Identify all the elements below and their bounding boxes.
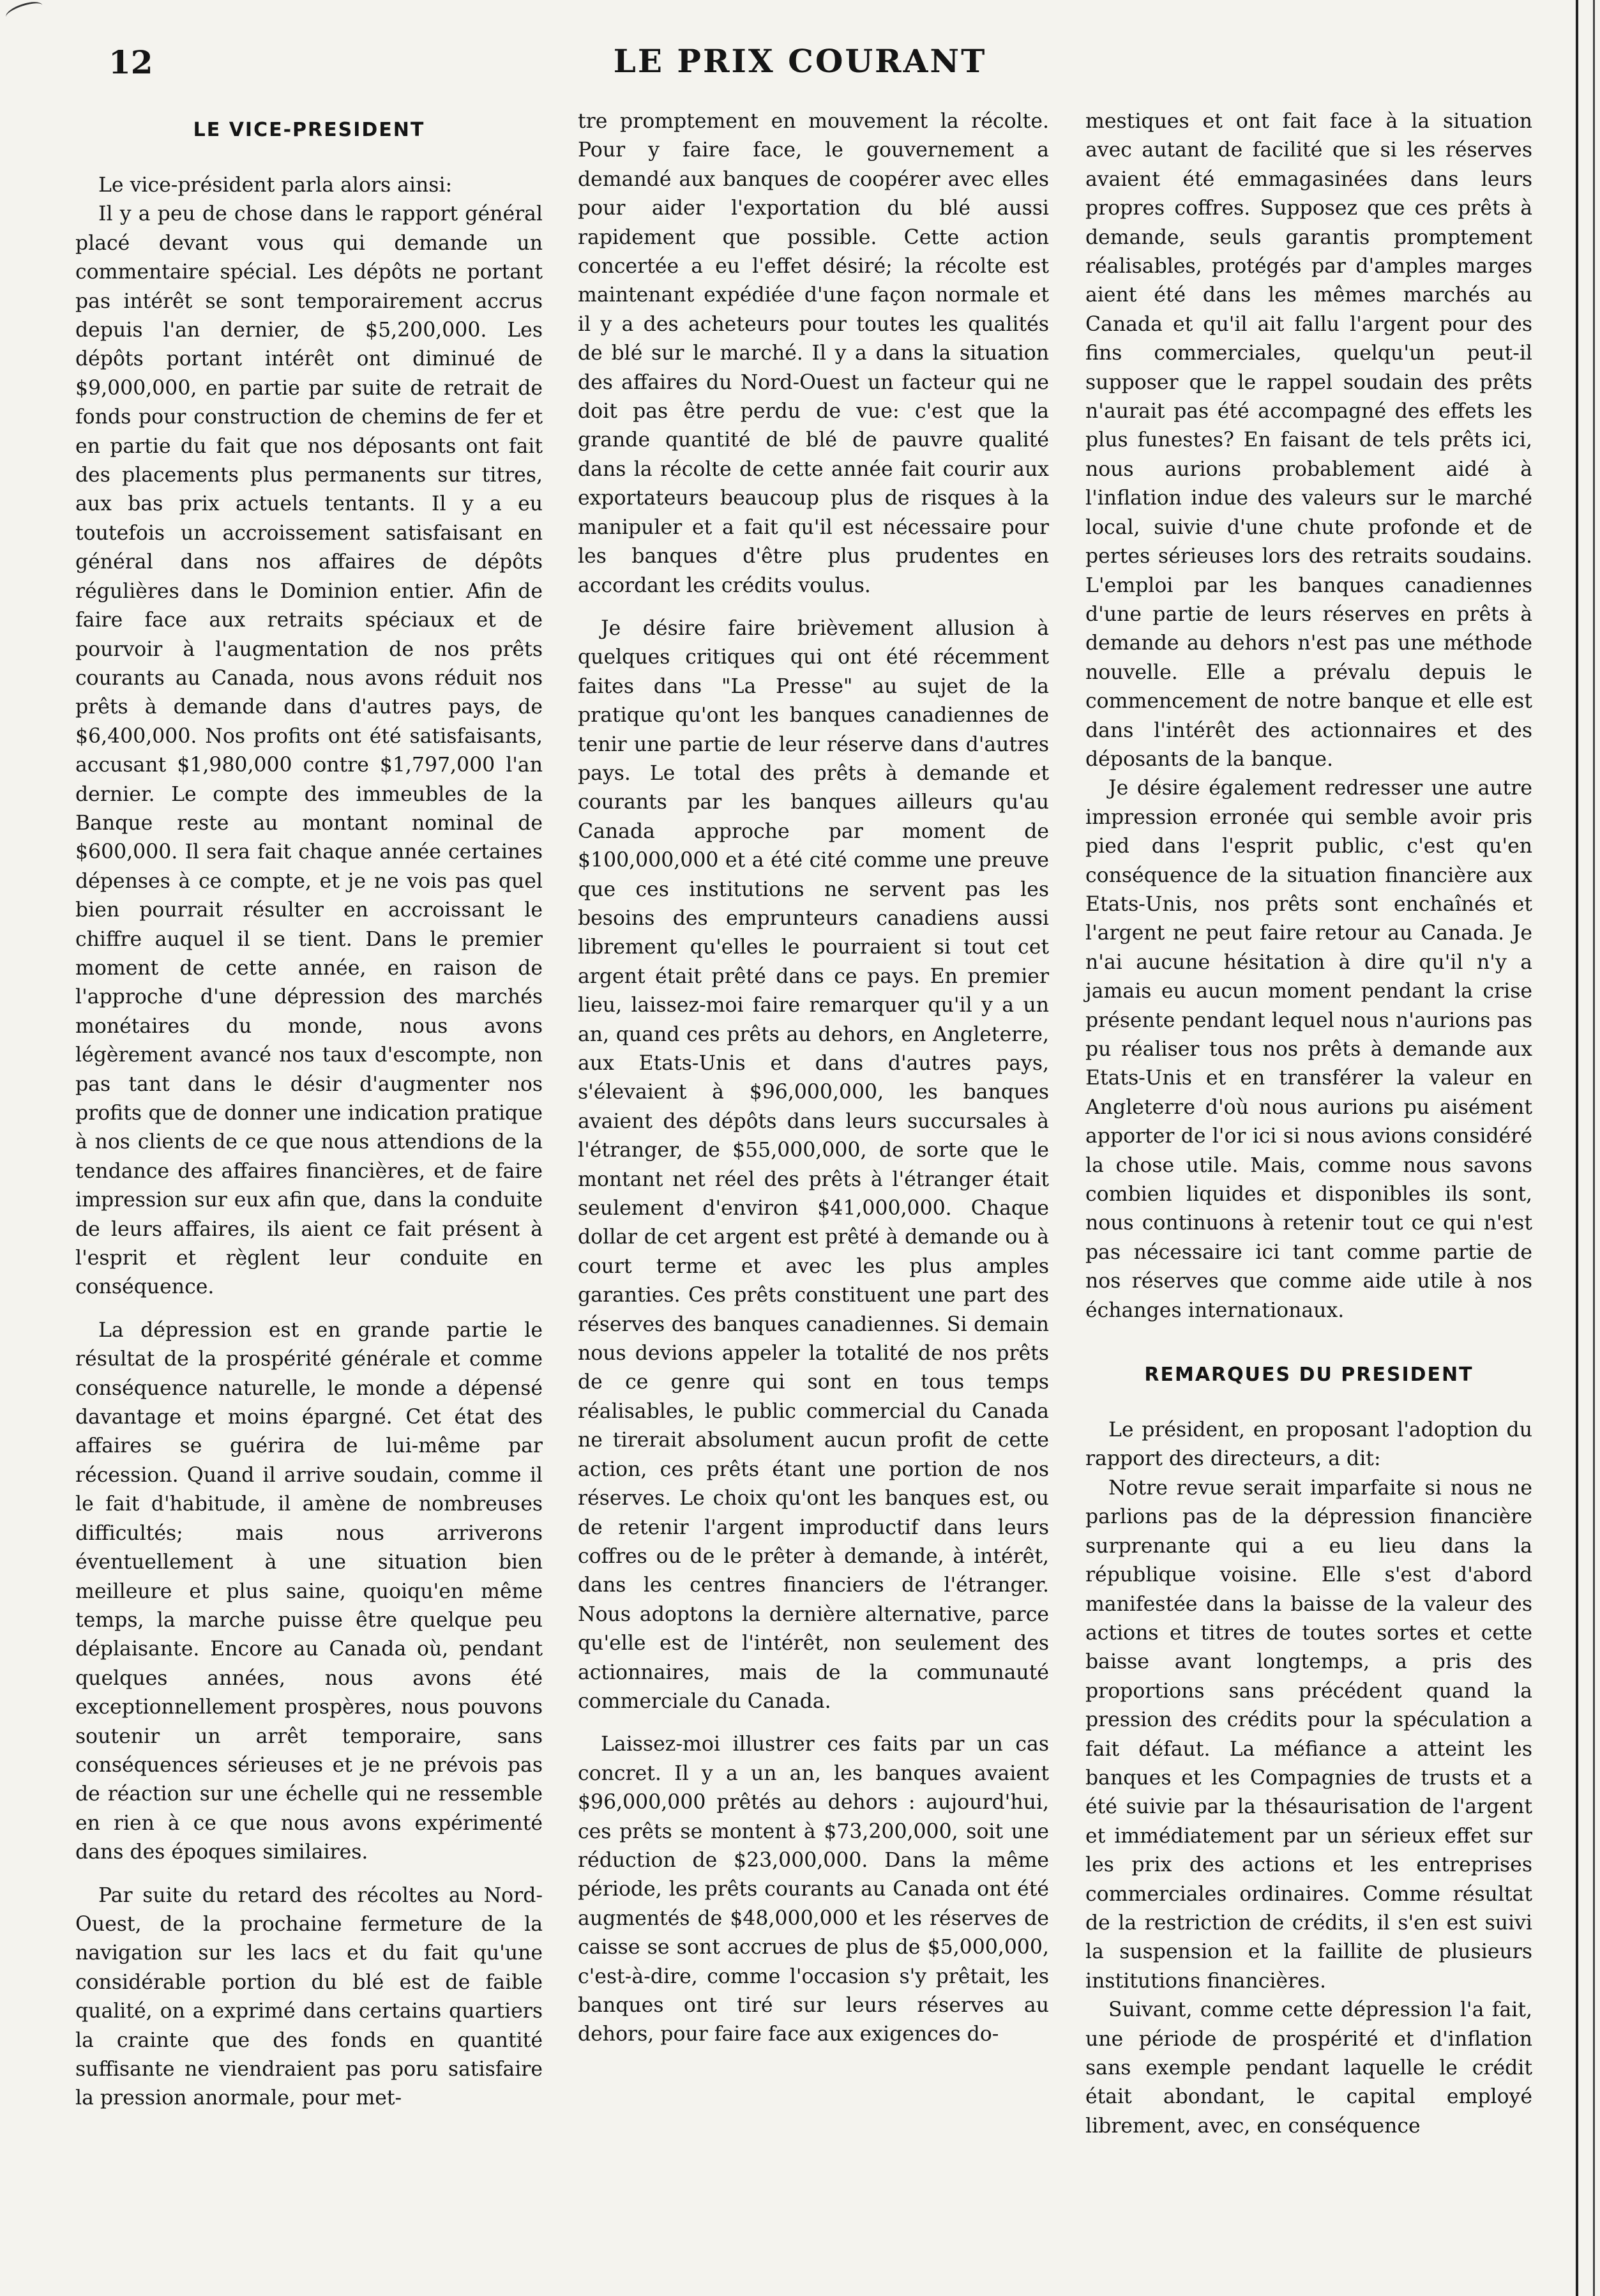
scan-edge (1576, 0, 1595, 2296)
paragraph: Laissez-moi illustrer ces faits par un cas concret. Il y a un an, les banques avaient $96,000,000 prêtés au dehors : aujourd'hui, ces prêts se montent à $73,200,000, soit une réduction de $23,000,000. Dans la même période, les prêts courants au Canada ont été augmentés de $48,000,000 et les réserves de caisse se sont accrues de plus de $5,000,000, c'est-à-dire, comme l'occasion s'y prêtait, les banques ont tiré sur leurs réserves au dehors, pour faire face aux exigences do- (578, 1733, 1049, 2046)
section-heading-president: REMARQUES DU PRESIDENT (1144, 1364, 1474, 1387)
paragraph: Le vice-président parla alors ainsi: (98, 174, 453, 197)
paragraph: La dépression est en grande partie le résultat de la prospérité générale et comme conséquence naturelle, le monde a dépensé davantage et moins épargné. Cet état des affaires se guérira de lui-même par récession. Quand il arrive soudain, comme il le fait d'habitude, il amène de nombreuses difficultés; mais nous arriverons éventuellement à une situation bien meilleure et plus saine, quoiqu'en même temps, la marche puisse être quelque peu déplaisante. Encore au Canada où, pendant quelques années, nous avons été exceptionnellement prospères, nous pouvons soutenir un arrêt temporaire, sans conséquences sérieuses et je ne prévois pas de réaction sur une échelle qui ne ressemble en rien à ce que nous avons expérimenté dans des époques similaires. (75, 1318, 543, 1864)
paragraph: Notre revue serait imparfaite si nous ne parlions pas de la dépression financière surprenante qui a eu lieu dans la république voisine. Elle s'est d'abord manifestée dans la baisse de la valeur des actions et titres de toutes sortes et cette baisse avant longtemps, a pris des proportions sans précédent quand la pression des crédits pour la spéculation a fait défaut. La méfiance a atteint les banques et les Compagnies de trusts et a été suivie par la thésaurisation de l'argent et immédiatement par un sérieux effet sur les prix des actions et les entreprises commerciales ordinaires. Comme résultat de la restriction de crédits, il s'en est suivi la suspension et la faillite de plusieurs institutions financières. (1085, 1476, 1532, 1993)
page-number: 12 (109, 43, 153, 81)
column-1 (75, 107, 543, 2113)
paragraph: mestiques et ont fait face à la situation avec autant de facilité que si les réserves avaient été emmagasinées dans leurs propres coffres. Supposez que ces prêts à demande, seuls garantis promptement réalisables, protégés par d'amples marges aient été dans les mêmes marchés au Canada et qu'il ait fallu l'argent pour des fins commerciales, quelqu'un peut-il supposer que le rappel soudain des prêts n'aurait pas été accompagné des effets les plus funestes? En faisant de tels prêts ici, nous aurions probablement aidé à l'inflation indue des valeurs sur le marché local, suivie d'une chute profonde et de pertes sérieuses lors des retraits soudains. L'emploi par les banques canadiennes d'une partie de leurs réserves en prêts à demande au dehors n'est pas une méthode nouvelle. Elle a prévalu depuis le commencement de notre banque et elle est dans l'intérêt des actionnaires et des déposants de la banque. (1085, 110, 1532, 771)
paragraph: Le président, en proposant l'adoption du rapport des directeurs, a dit: (1085, 1418, 1532, 1471)
section-heading-vice-president: LE VICE-PRESIDENT (193, 119, 425, 141)
paragraph: Suivant, comme cette dépression l'a fait, une période de prospérité et d'inflation sans exemple pendant laquelle le crédit était abondant, le capital employé librement, avec, en conséquence (1085, 1998, 1532, 2138)
paragraph: tre promptement en mouvement la récolte. Pour y faire face, le gouvernement a demandé aux banques de coopérer avec elles pour aider l'exportation du blé aussi rapidement que possible. Cette action concertée a eu l'effet désiré; la récolte est maintenant expédiée d'une façon normale et il y a des acheteurs pour toutes les qualités de blé sur le marché. Il y a dans la situation des affaires du Nord-Ouest un facteur qui ne doit pas être perdu de vue: c'est que la grande quantité de blé de pauvre qualité dans la récolte de cette année fait courir aux exportateurs beaucoup plus de risques à la manipuler et a fait qu'il est nécessaire pour les banques d'être plus prudentes en accordant les crédits voulus. (578, 110, 1049, 597)
masthead-title: LE PRIX COURANT (613, 42, 987, 80)
paragraph: Je désire également redresser une autre impression erronée qui semble avoir pris pied dans l'esprit public, c'est qu'en conséquence de la situation financière aux Etats-Unis, nos prêts sont enchaînés et l'argent ne peut faire retour au Canada. Je n'ai aucune hésitation à dire qu'il n'y a jamais eu aucun moment pendant la crise présente pendant lequel nous n'aurions pas pu réaliser tous nos prêts à demande aux Etats-Unis et en transférer la valeur en Angleterre d'où nous aurions pu aisément apporter de l'or ici si nous avions considéré la chose utile. Mais, comme nous savons combien liquides et disponibles ils sont, nous continuons à retenir tout ce qui n'est pas nécessaire ici tant comme partie de nos réserves que comme aide utile à nos échanges internationaux. (1085, 777, 1532, 1322)
column-3 (1085, 107, 1532, 2141)
paragraph: Par suite du retard des récoltes au Nord-Ouest, de la prochaine fermeture de la navigation sur les lacs et du fait qu'une considérable portion du blé est de faible qualité, on a exprimé dans certains quartiers la crainte que des fonds en quantité suffisante ne viendraient pas poru satisfaire la pression anormale, pour met- (75, 1883, 543, 2110)
scan-mark (4, 0, 45, 24)
paragraph: Il y a peu de chose dans le rapport général placé devant vous qui demande un commentaire spécial. Les dépôts ne portant pas intérêt se sont temporairement accrus depuis l'an dernier, de $5,200,000. Les dépôts portant intérêt ont diminué de $9,000,000, en partie par suite de retrait de fonds pour construction de chemins de fer et en partie du fait que nos déposants ont fait des placements plus permanents sur titres, aux bas prix actuels tentants. Il y a eu toutefois un accroissement satisfaisant en général dans nos affaires de dépôts régulières dans le Dominion entier. Afin de faire face aux retraits spéciaux et de pourvoir à l'augmentation de nos prêts courants au Canada, nous avons réduit nos prêts à demande dans d'autres pays, de $6,400,000. Nos profits ont été satisfaisants, accusant $1,980,000 contre $1,797,000 l'an dernier. Le compte des immeubles de la Banque reste au montant nominal de $600,000. Il sera fait chaque année certaines dépenses à ce compte, et je ne vois pas quel bien pourrait résulter en accroissant le chiffre auquel il se tient. Dans le premier moment de cette année, en raison de l'approche d'une dépression des marchés monétaires du monde, nous avons légèrement avancé nos taux d'escompte, non pas tant dans le désir d'augmenter nos profits que de donner une indication pratique à nos clients de ce que nous attendions de la tendance des affaires financières, et de faire impression sur eux afin que, dans la conduite de leurs affaires, ils aient ce fait présent à l'esprit et règlent leur conduite en conséquence. (75, 202, 543, 1299)
column-2 (578, 107, 1049, 2049)
paragraph: Je désire faire brièvement allusion à quelques critiques qui ont été récemment faites dans "La Presse" au sujet de la pratique qu'ont les banques canadiennes de tenir une partie de leur réserve dans d'autres pays. Le total des prêts à demande et courants par les banques ailleurs qu'au Canada approche par moment de $100,000,000 et a été cité comme une preuve que ces institutions ne servent pas les besoins des emprunteurs canadiens aussi librement qu'elles le pourraient si tout cet argent était prêté dans ce pays. En premier lieu, laissez-moi faire remarquer qu'il y a un an, quand ces prêts au dehors, en Angleterre, aux Etats-Unis et dans d'autres pays, s'élevaient à $96,000,000, les banques avaient des dépôts dans leurs succursales à l'étranger, de $55,000,000, de sorte que le montant net réel des prêts à l'étranger était seulement d'environ $41,000,000. Chaque dollar de cet argent est prêté à demande ou à court terme et avec les plus amples garanties. Ces prêts constituent une part des réserves des banques canadiennes. Si demain nous devions appeler la totalité de nos prêts de ce genre qui sont en tous temps réalisables, le public commercial du Canada ne tirerait absolument aucun profit de cette action, ces prêts étant une portion de nos réserves. Le choix qu'ont les banques est, ou de retenir l'argent improductif dans leurs coffres ou de le prêter à demande, à intérêt, dans les centres financiers de l'étranger. Nous adoptons la dernière alternative, parce qu'elle est de l'intérêt, non seulement des actionnaires, mais de la communauté commerciale du Canada. (578, 616, 1049, 1713)
